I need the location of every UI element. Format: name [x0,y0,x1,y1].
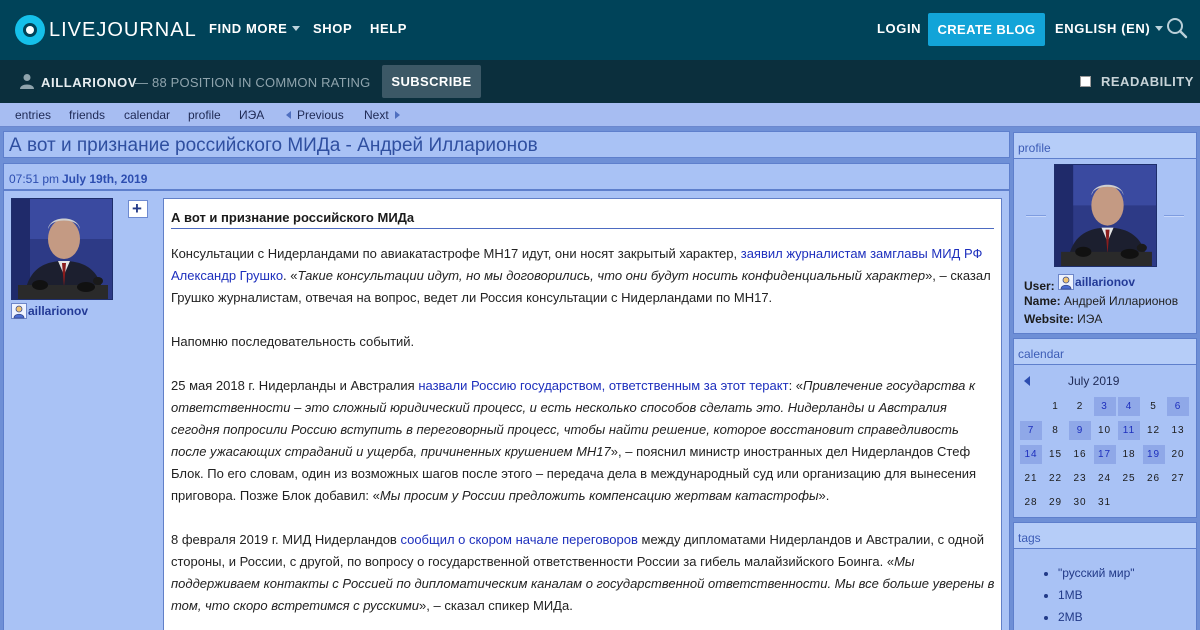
author-userpic[interactable] [11,198,113,300]
calendar-day[interactable]: 3 [1094,397,1116,416]
language-select[interactable] [1055,21,1163,36]
calendar-day: 26 [1146,473,1161,484]
nav-help[interactable]: HELP [370,21,408,36]
profile-box [1013,132,1197,334]
calendar-day: 31 [1097,497,1112,508]
link-responsible-state[interactable]: назвали Россию государством, ответственным за этот теракт [418,378,789,393]
profile-name-row [1024,294,1178,308]
link-negotiations[interactable]: сообщил о скором начале переговоров [400,532,638,547]
calendar-day: 10 [1097,425,1112,436]
tag-item[interactable]: • 1MB [1058,588,1135,602]
livejournal-logo[interactable] [15,15,197,45]
lj-user-icon [11,303,27,319]
profile-website-row [1024,312,1102,326]
quote: Мы просим у России предложить компенсацию жертвам катастрофы [379,488,819,503]
calendar-day: 13 [1171,425,1185,436]
entry-date-bar [3,163,1010,190]
search-icon[interactable] [1166,17,1188,39]
tag-item[interactable]: • 2MB [1058,610,1135,624]
text-run: 25 мая 2018 г. Нидерланды и Австралия [171,378,419,393]
profile-photo [1055,165,1157,267]
calendar-day: 2 [1076,401,1084,412]
journal-userbar [0,60,1200,103]
nav-calendar[interactable]: calendar [124,108,171,122]
calendar-heading[interactable]: calendar [1018,347,1065,361]
calendar-day[interactable]: 4 [1118,397,1140,416]
nav-friends[interactable]: friends [69,108,106,122]
profile-heading[interactable]: profile [1018,141,1051,155]
calendar-day: 5 [1150,401,1157,412]
nav-previous[interactable] [286,108,344,122]
nav-find-more-label: FIND MORE [209,21,288,36]
subject-divider [171,228,994,229]
website-label: Website: [1024,312,1074,326]
calendar-day[interactable]: 14 [1020,445,1042,464]
calendar-day[interactable]: 11 [1118,421,1140,440]
calendar-day: 29 [1048,497,1063,508]
calendar-day: 23 [1073,473,1087,484]
profile-website[interactable]: ИЭА [1077,312,1103,326]
text-run: . « [283,268,298,283]
quote: Мы поддерживаем контакты с Россией по дипломатическим каналам о государственной ответственности. Мы все больше уверены в том, что скоро встретимся с русскими [171,554,995,613]
calendar-day: 20 [1171,449,1185,460]
subscribe-button[interactable]: SUBSCRIBE [382,65,481,98]
quote: Такие консультации идут, но мы договорились, что они будут носить конфиденциальный характер [297,268,926,283]
login-link[interactable]: LOGIN [877,21,922,36]
add-friend-button[interactable] [128,200,148,218]
entry-time: 07:51 pm [9,172,60,186]
entry-text [171,243,995,630]
profile-username: aillarionov [1075,275,1136,289]
text-run: 8 февраля 2019 г. МИД Нидерландов [171,532,401,547]
tags-heading[interactable]: tags [1018,531,1041,545]
user-label: User: [1024,279,1055,293]
profile-header [1014,133,1196,159]
calendar-day: 24 [1097,473,1112,484]
calendar-day[interactable]: 6 [1167,397,1189,416]
nav-profile[interactable]: profile [188,108,221,122]
tags-list [1058,566,1135,630]
text-run: между дипломатами Нидерландов и Австралии, с одной стороны, и России, с другой, по вопросу о государственной ответственности России за гибель малайзийского Боинга. « [171,532,984,569]
journal-nav [0,103,1200,127]
calendar-day: 27 [1171,473,1185,484]
nav-find-more[interactable] [209,21,300,36]
text-run: », – пояснил министр иностранных дел Нидерландов Стеф Блок. По его словам, один из возможных шагов после этого – передача дела в международный суд или организацию для вынесения приговора. Позже Блок добавил: « [171,444,977,503]
entry-title-bar [3,131,1010,158]
calendar-day: 30 [1073,497,1087,508]
author-link[interactable] [11,303,88,319]
profile-user-row [1024,274,1135,293]
logo-icon [15,15,45,45]
calendar-box [1013,338,1197,518]
nav-previous-label: Previous [297,108,344,122]
lj-user-icon [1058,274,1074,290]
author-name: aillarionov [28,304,89,318]
entry-subject: А вот и признание российского МИДа [171,210,415,225]
divider [1026,215,1046,217]
readability-checkbox[interactable] [1080,76,1091,87]
nav-shop[interactable]: SHOP [313,21,353,36]
calendar-day: 8 [1052,425,1059,436]
calendar-day: 18 [1122,449,1136,460]
tag-item[interactable]: • "русский мир" [1058,566,1135,580]
entry-title: А вот и признание российского МИДа - Андрей Илларионов [9,135,538,156]
entry-date[interactable]: July 19th, 2019 [62,172,148,186]
readability-label: READABILITY [1101,74,1194,89]
nav-next[interactable] [364,108,400,122]
logo-text: LIVEJOURNAL [49,18,197,41]
chevron-down-icon [1155,26,1163,31]
calendar-day: 25 [1122,473,1136,484]
quote: Привлечение государства к ответственности – это сложный юридический процесс, и есть несколько способов сделать это. Нидерланды и Австралия сегодня попросили Россию вступить в переговорный процесс, чтобы найти решение, которое восстановит справедливость после ужасающих страданий и ущерба, причиненных крушением МН17 [171,378,976,459]
author-photo [12,199,113,300]
text-run: », – сказал спикер МИДа. [419,598,573,613]
chevron-down-icon [292,26,300,31]
text-run: », – сказал Грушко журналистам, отвечая на вопрос, ведет ли Россия консультации с Нидерландами по МН17. [171,268,991,305]
profile-user-link[interactable] [1058,274,1135,290]
readability-toggle[interactable] [1080,74,1194,89]
tags-header [1014,523,1196,549]
language-label: ENGLISH (EN) [1055,21,1151,36]
text-run: : « [788,378,804,393]
profile-name: Андрей Илларионов [1064,294,1179,308]
calendar-day[interactable]: 17 [1094,445,1116,464]
entry-body [163,198,1002,630]
top-header [0,0,1200,60]
paragraph-2: Напомню последовательность событий. [171,334,415,349]
calendar-day: 1 [1052,401,1059,412]
paragraph-1 [171,243,995,309]
calendar-day[interactable]: 7 [1020,421,1042,440]
divider [1164,215,1184,217]
text-run: Консультации с Нидерландами по авиакатастрофе МН17 идут, они носят закрытый характер, [171,246,741,261]
text-run: ». [818,488,830,503]
calendar-day: 12 [1146,425,1161,436]
journal-username[interactable]: AILLARIONOV [41,75,138,90]
nav-next-label: Next [364,108,389,122]
calendar-day: 16 [1073,449,1087,460]
calendar-prev-icon[interactable] [1024,376,1030,386]
arrow-left-icon [286,111,291,119]
calendar-header [1014,339,1196,365]
user-icon [20,73,34,89]
calendar-day: 15 [1048,449,1063,460]
tags-box [1013,522,1197,630]
calendar-day: 28 [1024,497,1038,508]
calendar-day: 22 [1048,473,1063,484]
link-grushko[interactable]: заявил журналистам замглавы МИД РФ Александр Грушко [171,246,983,283]
nav-entries[interactable]: entries [15,108,52,122]
paragraph-3 [171,375,995,507]
calendar-day[interactable]: 19 [1143,445,1165,464]
calendar-day: 21 [1024,473,1038,484]
profile-userpic[interactable] [1054,164,1157,267]
name-label: Name: [1024,294,1061,308]
arrow-right-icon [395,111,400,119]
rating-text: — 88 POSITION IN COMMON RATING [135,75,371,90]
create-blog-button[interactable]: CREATE BLOG [928,13,1045,46]
paragraph-4 [171,529,995,617]
nav-iea[interactable]: ИЭА [239,108,265,122]
calendar-day[interactable]: 9 [1069,421,1091,440]
calendar-month[interactable]: July 2019 [1068,374,1120,388]
